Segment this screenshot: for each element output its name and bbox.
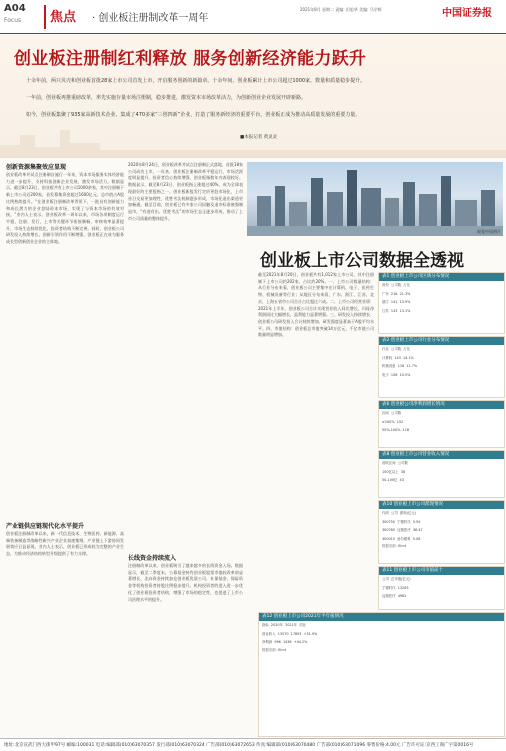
city-photo [247,162,503,236]
middle-column-text-2: 注册制改革以来，创业板吸引了越来越多的长线资金入场。数据显示，截至二季度末，公募基金持有创业板股票市值较改革前显著增长，北向资金持续加仓创业板优质公司，社保基金、保险资金等机构投资者持股比例稳步提升。机构投资者的进入进一步优化了创业板投资者结构，增强了市场的稳定性，也促进了上市公司治理水平的提升。 [128,563,243,602]
table-6 [378,400,505,448]
table-row: 电子 106 10.5% [382,372,411,377]
table-row: 计算机 143 14.1% [382,355,414,360]
table-title: 表2 创业板上市公司行业分布情况 [379,337,504,345]
section-title: 焦点 [50,10,77,25]
table-header: 营收区间 公司数 [382,461,408,465]
table-row: 江苏 133 13.1% [382,308,411,313]
left-subhead-1: 创新资源集聚效应显现 [6,164,67,171]
table-title: 表8 创业板上市公司营业收入情况 [379,451,504,459]
middle-subhead: 长线资金持续流入 [128,555,177,562]
table-note: 数据来源: Wind [262,647,287,652]
table-row: 净利润 996 1436 +44.2% [262,640,308,644]
table-row: 300015 爱尔眼科 5.08 [382,536,421,541]
section-subtitle: · 创业板注册制改革一周年 [92,13,209,24]
page-header [0,0,506,34]
page-section-en: Focus [4,17,22,24]
middle-column-text: 2020年8月24日，创业板改革并试点注册制正式落地，首批18家公司成功上市。一年来，创业板注册制改革平稳运行，市场活跃度明显提升，投资者信心持续增强，创业板指数年内表现较好。数据显示，截至8月23日，创业板指上涨超过40%，成为全球表现最好的主要股指之一。创业板新股发行定价更趋市场化，上市首日交易更加理性，优胜劣汰机制逐步形成，市场化退出渠道更加畅通。截至目前，创业板已有多家公司因触及退市标准被强制退市，“有进有出、优胜劣汰”的市场生态正逐步形成，推动了上市公司质量的整体提升。 [128,162,243,221]
table-12 [258,612,505,737]
main-headline: 创业板注册制红利释放 服务创新经济能力跃升 [14,49,367,69]
table-8 [378,450,505,498]
header-divider [44,5,46,29]
table-title: 表11 创业板上市公司市值前十 [379,567,504,575]
left-subhead-2: 产业链供应链现代化水平提升 [6,523,85,530]
data-section-title: 创业板上市公司数据全透视 [260,251,464,271]
table-title: 表10 创业板上市公司派现情况 [379,501,504,509]
page-footer [0,738,506,751]
intro-paragraph-3: 如今，创业板集聚了935家高新技术企业，集成了470多家“三创四新”企业，打造了服务新经济的重要平台，创业板正成为推动高质量发展的重要力量。 [26,112,361,118]
table-header: 行业 公司数 占比 [382,347,411,351]
masthead-logo: 中国证券报 [442,8,492,19]
table-title: 表6 创业板公司净利润增长情况 [379,401,504,409]
table-10 [378,500,505,564]
table-row: 100亿以上 38 [382,469,406,474]
table-note: 数据来源: Wind [382,544,407,548]
byline: ■本报记者 黄灵灵 [240,135,278,140]
table-row: 广东 216 21.3% [382,291,411,296]
skyline-image [247,162,503,236]
table-header: 代码 公司 派现(亿元) [382,511,417,515]
left-column-text-2: 创业板注册制改革以来，新一代信息技术、生物医药、新能源、高端装备制造等战略性新兴产业企业加速集聚，产业链上下游协同发展效应日益显现。业内人士表示，创业板已形成较为完整的产业生态，为推动经济结构转型升级提供了有力支撑。 [6,531,124,557]
table-row: 营业收入 13570 17893 +31.9% [262,631,318,636]
table-row: 宁德时代 13263 [382,585,409,590]
photo-caption: 视觉中国图片 [477,229,501,234]
intro-paragraph-2: 一年前，创业板再推重磅改革，率先实施存量市场注册制，稳步推进，激发资本市场改革活力，为创新创业企业发展开辟新路。 [26,95,307,101]
issue-meta: 2021年8月 星期二 责编: 田思华 美编: 马学辉 [300,7,382,12]
table-header: 指标 2020年 2021年 同比 [262,623,307,627]
intro-paragraph-1: 十余年前，两只贝壳和创业板首批28家上市公司首发上市，开启服务创新的新篇章。十余年间，创业板累计上市公司超过1000家，数量和质量稳步提升。 [26,78,366,84]
table-row: 300750 宁德时代 5.59 [382,519,421,524]
table-row: ≥100% 152 [382,419,404,424]
table-11 [378,566,505,610]
table-title: 表1 创业板上市公司区域分布情况 [379,273,504,281]
table-header: 区间 公司数 [382,411,402,415]
table-row: 50-100亿 43 [382,478,404,482]
table-header: 省份 公司数 占比 [382,283,411,287]
table-row: 浙江 141 13.9% [382,300,411,304]
page-code: A04 [4,3,26,14]
table-row: 50%-100% 118 [382,428,410,432]
footer-text: 地址:北京宣武门西大街甲97号 邮编:100031 电话:编辑部(010)63070357 发行部(010)63070324 广告部(010)63072653 传真:编辑部(010)63070480 广告部(010)63071096 零售价格:4.00元 广告许可证:京西工商广字第0016号 [4,743,474,748]
table-header: 公司 总市值(亿元) [382,577,411,581]
table-2 [378,336,505,398]
table-title: 表12 创业板上市公司2021年半年报情况 [259,613,504,621]
data-section-text: 截至2021年8月20日，创业板共有1,012家上市公司，其中注册制下上市公司约202家，占比约20%。一、上市公司数量结构：从行业分布来看，创业板公司主要集中在计算机、电子、医药生物、机械设备等行业；从地区分布来看，广东、浙江、江苏、北京、上海五省市公司合计占比超过六成。二、上市公司经营业绩：2021年上半年，创业板公司合计实现营业收入同比增长，归母净利润同比大幅增长，盈利能力显著增强。三、研发投入持续增长：创业板公司研发投入合计持续增加，研发强度显著高于A股平均水平。四、市值结构：创业板总市值突破14万亿元，千亿市值公司数量明显增加。 [258,272,374,338]
header-rule [0,33,506,34]
table-row: 迈瑞医疗 4962 [382,594,407,598]
table-row: 300760 迈瑞医疗 36.47 [382,528,423,532]
table-row: 机械设备 118 11.7% [382,364,418,368]
left-column-text: 创业板改革并试点注册制自施行一年来，资本市场服务实体经济能力进一步提升，支持科技创新企业发展，激发市场活力。数据显示，截至8月23日，创业板共有上市公司1000余家，其中注册制下新上市公司近200家，首发募集资金超过1600亿元，总市值占A股比例持续提升。“在创业板注册制改革背景下，一批具有创新能力和成长潜力的企业登陆资本市场，实现了与资本市场的有效对接。”业内人士表示。创业板改革一周年以来，市场各项制度运行平稳，注册、发行、上市等关键环节衔接顺畅，审核效率显著提升，市场生态持续优化，投资者结构不断完善。同时，创业板公司研发投入持续增长，创新引领作用不断增强，创业板正在成为服务成长型创新创业企业的主阵地。 [6,172,124,245]
table-1 [378,272,505,334]
